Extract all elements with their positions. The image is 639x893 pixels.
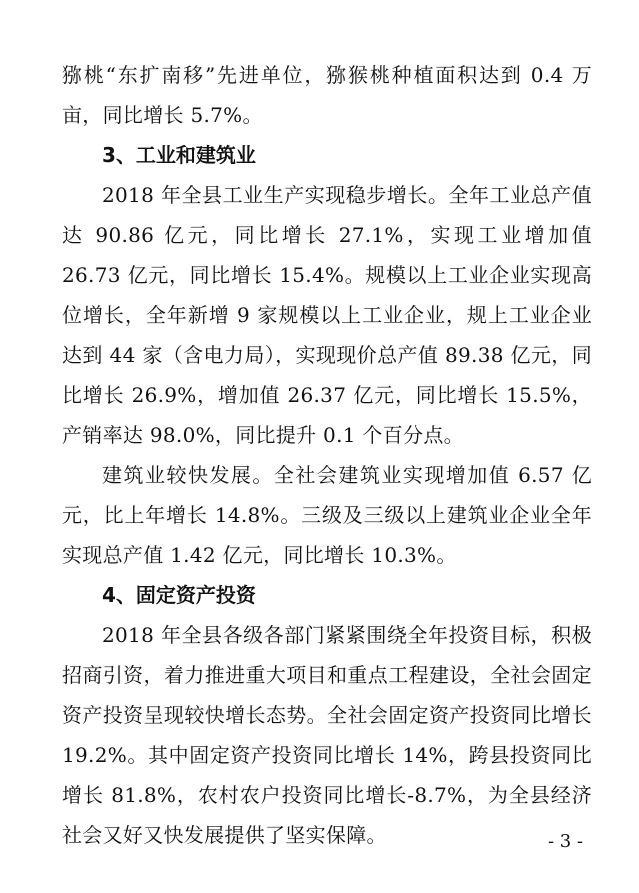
document-page (62, 55, 592, 855)
section-heading-investment: 4、固定资产投资 (102, 583, 256, 607)
paragraph-kiwi-area: 猕桃“东扩南移”先进单位，猕猴桃种植面积达到 0.4 万亩，同比增长 5.7%。 (62, 63, 592, 127)
paragraph-investment: 2018 年全县各级各部门紧紧围绕全年投资目标，积极招商引资，着力推进重大项目和重点工程建设，全社会固定资产投资呈现较快增长态势。全社会固定资产投资同比增长 19.2%。其中固定资产投资同比增长 14%，跨县投资同比增长 81.8%，农村农户投资同比增长-8.7%，为全县经济社会又好又快发展提供了坚实保障。 (62, 623, 592, 847)
section-heading-industry: 3、工业和建筑业 (102, 143, 256, 167)
page-number: - 3 - (547, 831, 583, 852)
paragraph-industry: 2018 年全县工业生产实现稳步增长。全年工业总产值达 90.86 亿元，同比增长 27.1%，实现工业增加值 26.73 亿元，同比增长 15.4%。规模以上工业企业实现高位增长，全年新增 9 家规模以上工业企业，规上工业企业达到 44 家（含电力局），实现现价总产值 89.38 亿元，同比增长 26.9%，增加值 26.37 亿元，同比增长 15.5%，产销率达 98.0%，同比提升 0.1 个百分点。 (62, 183, 592, 447)
paragraph-construction: 建筑业较快发展。全社会建筑业实现增加值 6.57 亿元，比上年增长 14.8%。三级及三级以上建筑业企业全年实现总产值 1.42 亿元，同比增长 10.3%。 (62, 463, 592, 567)
